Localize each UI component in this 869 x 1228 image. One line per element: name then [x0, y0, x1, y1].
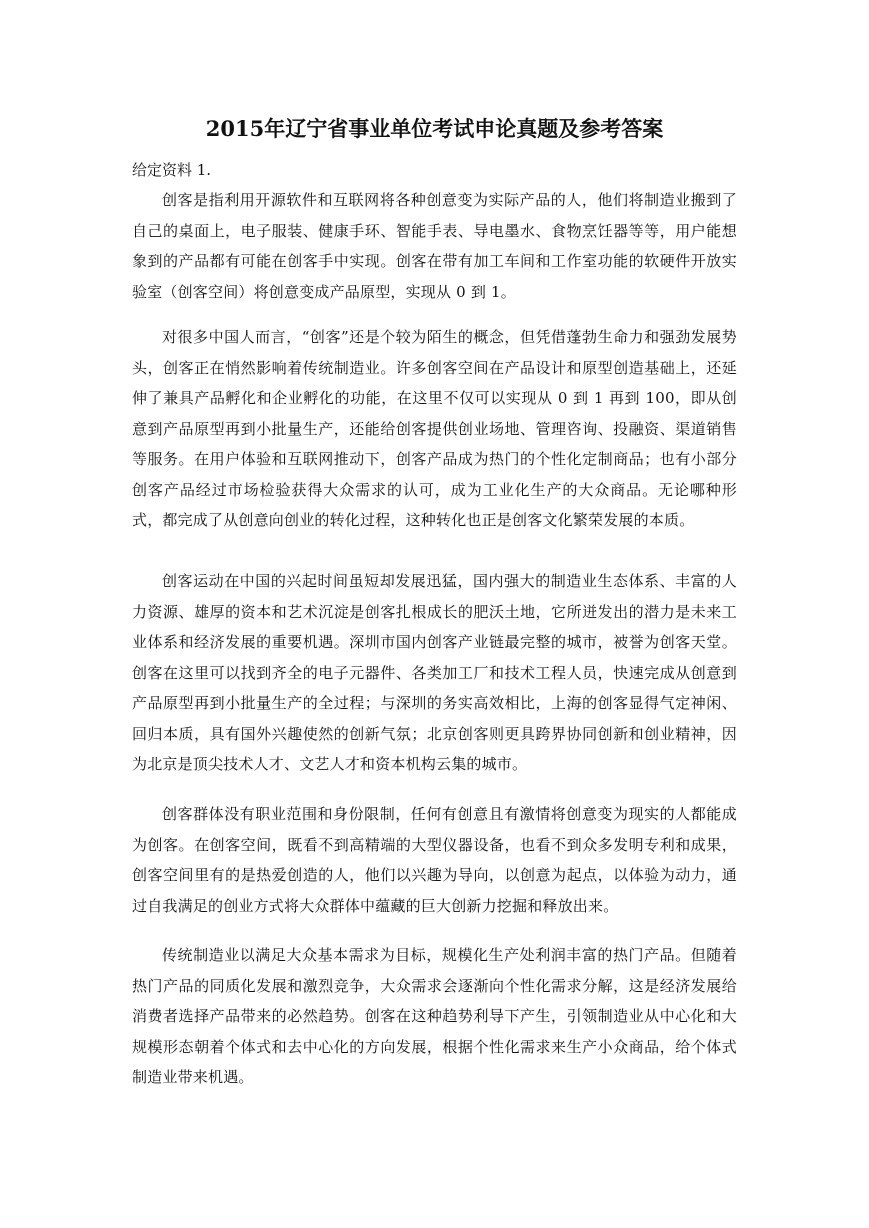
paragraph-4: 创客群体没有职业范围和身份限制，任何有创意且有激情将创意变为现实的人都能成为创客。在创客空间，既看不到高精端的大型仪器设备，也看不到众多发明专利和成果，创客空间里有的是热爱创造的人，他们以兴趣为导向，以创意为起点，以体验为动力，通过自我满足的创业方式将大众群体中蕴藏的巨大创新力挖掘和释放出来。 — [132, 805, 737, 915]
paragraph-3: 创客运动在中国的兴起时间虽短却发展迅猛，国内强大的制造业生态体系、丰富的人力资源、雄厚的资本和艺术沉淀是创客扎根成长的肥沃土地，它所迸发出的潜力是未来工业体系和经济发展的重要机遇。深圳市国内创客产业链最完整的城市，被誉为创客天堂。创客在这里可以找到齐全的电子元器件、各类加工厂和技术工程人员，快速完成从创意到产品原型再到小批量生产的全过程；与深圳的务实高效相比，上海的创客显得气定神闲、回归本质，具有国外兴趣使然的创新气氛；北京创客则更具跨界协同创新和创业精神，因为北京是顶尖技术人才、文艺人才和资本机构云集的城市。 — [132, 572, 737, 773]
paragraph-1: 创客是指利用开源软件和互联网将各种创意变为实际产品的人，他们将制造业搬到了自己的桌面上，电子服装、健康手环、智能手表、导电墨水、食物烹饪器等等，用户能想象到的产品都有可能在创客手中实现。创客在带有加工车间和工作室功能的软硬件开放实验室（创客空间）将创意变成产品原型，实现从 0 到 1。 — [132, 191, 737, 301]
document-title: 2015年辽宁省事业单位考试申论真题及参考答案 — [205, 116, 664, 141]
paragraph-5: 传统制造业以满足大众基本需求为目标，规模化生产处利润丰富的热门产品。但随着热门产品的同质化发展和激烈竞争，大众需求会逐渐向个性化需求分解，这是经济发展给消费者选择产品带来的必然趋势。创客在这种趋势利导下产生，引领制造业从中心化和大规模形态朝着个体式和去中心化的方向发展，根据个性化需求来生产小众商品，给个体式制造业带来机遇。 — [132, 946, 737, 1086]
paragraph-2: 对很多中国人而言，“创客”还是个较为陌生的概念，但凭借蓬勃生命力和强劲发展势头，创客正在悄然影响着传统制造业。许多创客空间在产品设计和原型创造基础上，还延伸了兼具产品孵化和企业孵化的功能，在这里不仅可以实现从 0 到 1 再到 100，即从创意到产品原型再到小批量生产，还能给创客提供创业场地、管理咨询、投融资、渠道销售等服务。在用户体验和互联网推动下，创客产品成为热门的个性化定制商品；也有小部分创客产品经过市场检验获得大众需求的认可，成为工业化生产的大众商品。无论哪种形式，都完成了从创意向创业的转化过程，这种转化也正是创客文化繁荣发展的本质。 — [132, 328, 737, 529]
section-label: 给定资料 1. — [132, 161, 212, 179]
